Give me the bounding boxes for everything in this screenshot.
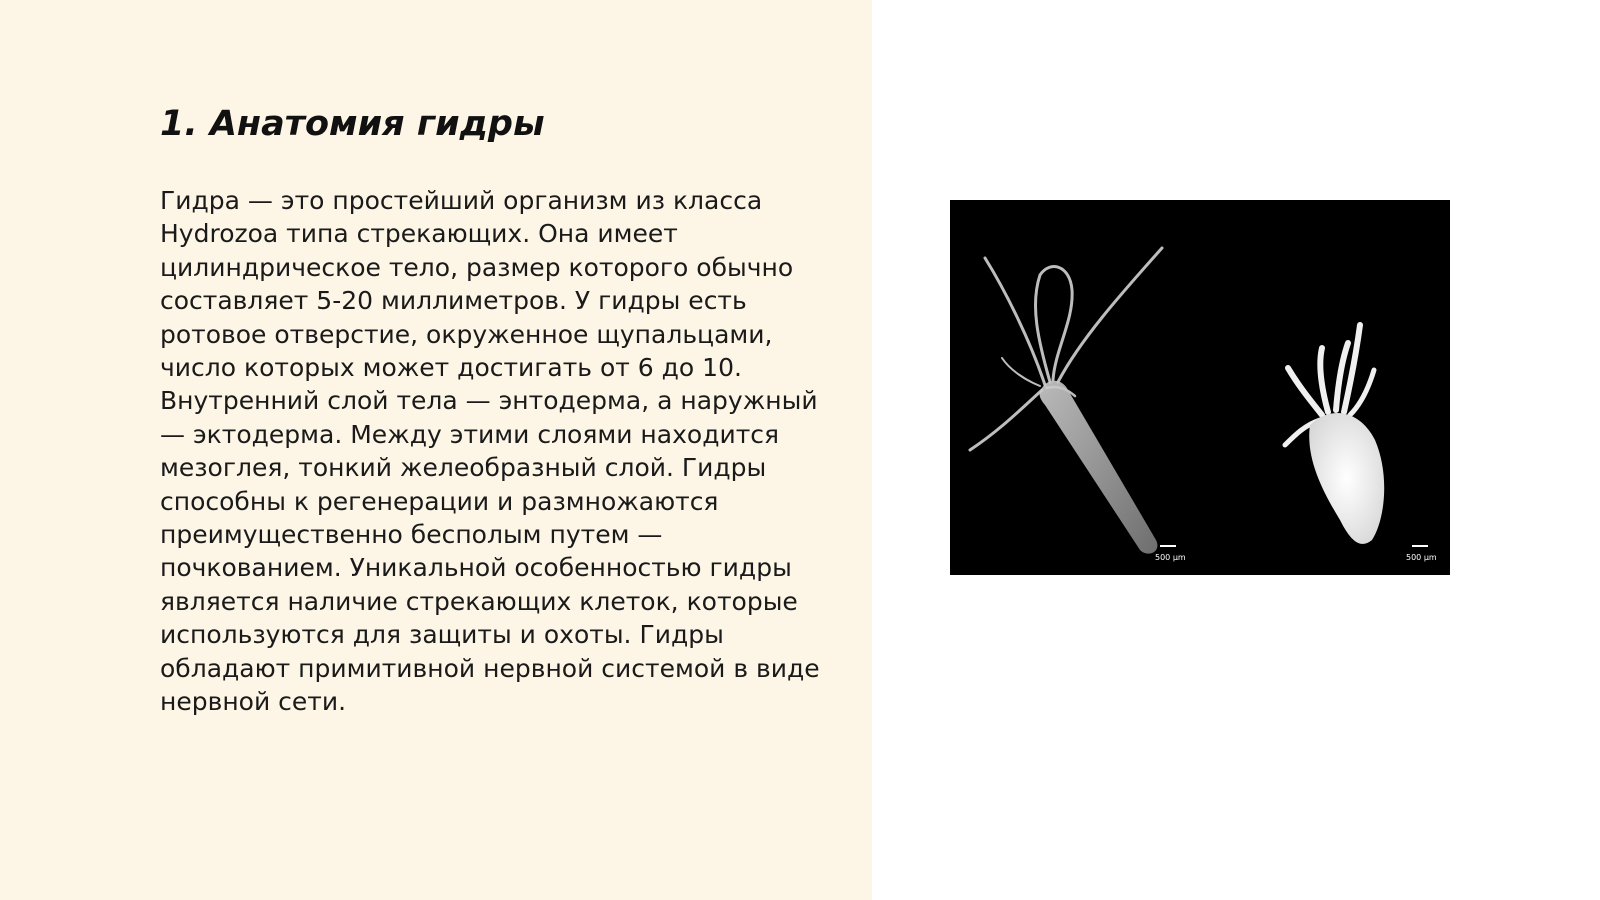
hydra-photo: [950, 200, 1450, 575]
slide-body-text: Гидра — это простейший организм из класса Hydrozoa типа стрекающих. Она имеет цилиндрическое тело, размер которого обычно составляет 5-20 миллиметров. У гидры есть ротовое отверстие, окруженное щупальцами, число которых может достигать от 6 до 10. Внутренний слой тела — энтодерма, а наружный — эктодерма. Между этими слоями находится мезоглея, тонкий желеобразный слой. Гидры способны к регенерации и размножаются преимущественно бесполым путем — почкованием. Уникальной особенностью гидры является наличие стрекающих клеток, которые используются для защиты и охоты. Гидры обладают примитивной нервной системой в виде нервной сети.: [160, 186, 820, 717]
scale-label-right: 500 µm: [1406, 553, 1437, 562]
scale-bar-right: [1412, 545, 1428, 547]
scale-label-left: 500 µm: [1155, 553, 1186, 562]
scale-bar-left: [1160, 545, 1176, 547]
slide-title: 1. Анатомия гидры: [160, 104, 545, 144]
hydra-photo-svg: [950, 200, 1450, 575]
